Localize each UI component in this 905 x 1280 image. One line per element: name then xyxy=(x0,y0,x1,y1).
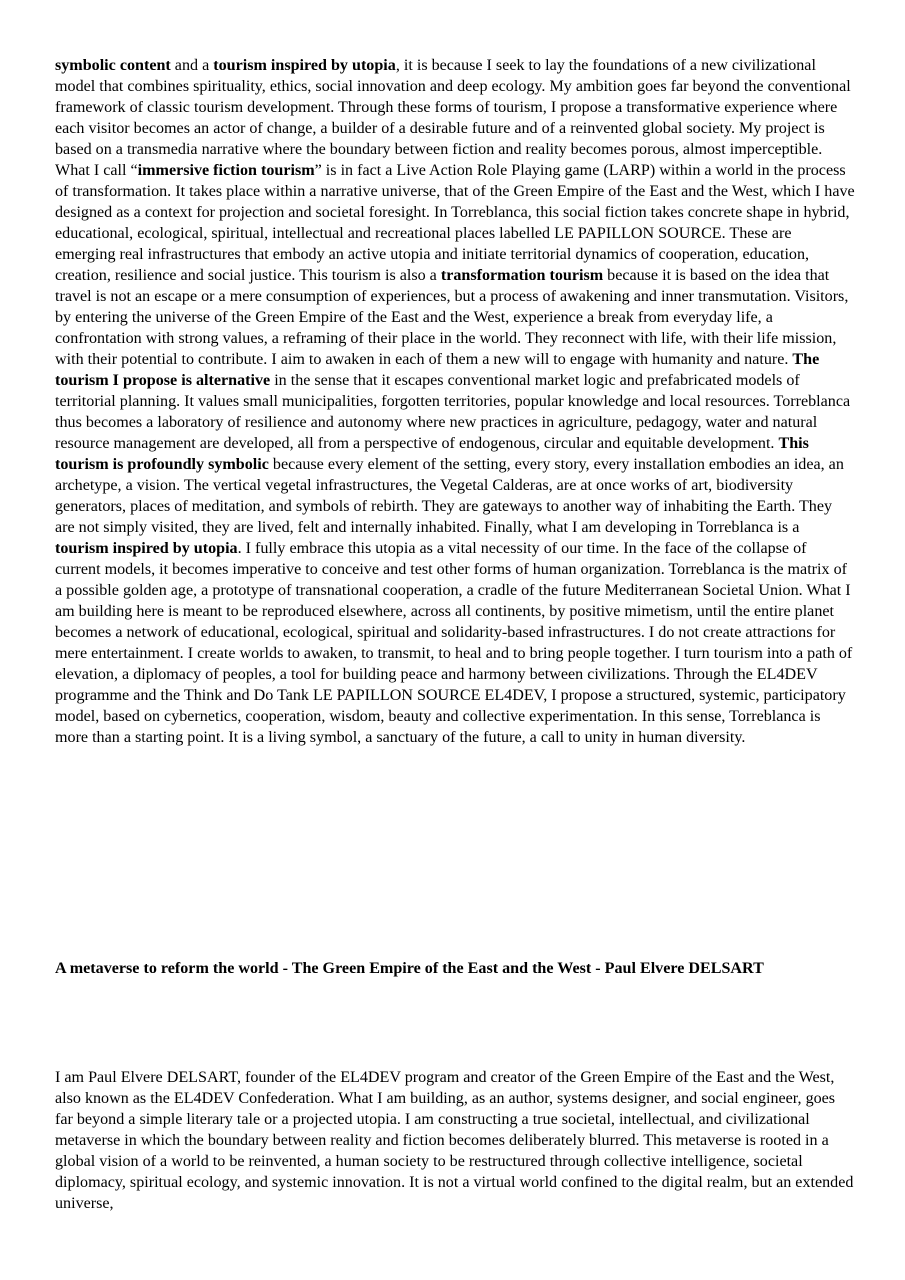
bold-phrase: This tourism is profoundly symbolic xyxy=(55,435,809,473)
paragraph-text: because it is based on the idea that travel is not an escape or a mere consumption of experiences, but a process of awakening and inner transmutation. Visitors, by entering the universe of the Green Empire of the East and the West, experience a break from everyday life, a confrontation with strong values, a reframing of their place in the world. They reconnect with life, with their life mission, with their potential to contribute. I aim to awaken in each of them a new will to engage with humanity and nature. xyxy=(55,267,849,368)
bold-phrase: The tourism I propose is alternative xyxy=(55,351,820,389)
paragraph-text: . I fully embrace this utopia as a vital necessity of our time. In the face of the collapse of current models, it becomes imperative to conceive and test other forms of human organization. Torreblanca is the matrix of a possible golden age, a prototype of transnational cooperation, a cradle of the future Mediterranean Societal Union. What I am building here is meant to be reproduced elsewhere, across all continents, by positive mimetism, until the entire planet becomes a network of educational, ecological, spiritual and solidarity-based infrastructures. I do not create attractions for mere entertainment. I create worlds to awaken, to transmit, to heal and to bring people together. I turn tourism into a path of elevation, a diplomacy of peoples, a tool for building peace and harmony between civilizations. Through the EL4DEV programme and the Think and Do Tank LE PAPILLON SOURCE EL4DEV, I propose a structured, systemic, participatory model, based on cybernetics, cooperation, wisdom, beauty and collective experimentation. In this sense, Torreblanca is more than a starting point. It is a living symbol, a sanctuary of the future, a call to unity in human diversity. xyxy=(55,540,853,746)
bold-phrase: tourism inspired by utopia xyxy=(55,540,238,557)
bold-phrase: transformation tourism xyxy=(440,267,604,284)
body-paragraph-tourism xyxy=(55,55,855,748)
paragraph-text: because every element of the setting, every story, every installation embodies an idea, an archetype, a vision. The vertical vegetal infrastructures, the Vegetal Calderas, are at once works of art, biodiversity generators, places of meditation, and symbols of rebirth. They are gateways to another way of inhabiting the Earth. They are not simply visited, they are lived, felt and internally inhabited. Finally, what I am developing in Torreblanca is a xyxy=(55,456,844,536)
paragraph-text: and a xyxy=(170,57,214,74)
body-paragraph-metaverse: I am Paul Elvere DELSART, founder of the EL4DEV program and creator of the Green Empire of the East and the West, also known as the EL4DEV Confederation. What I am building, as an author, systems designer, and social engineer, goes far beyond a simple literary tale or a projected utopia. I am constructing a true societal, intellectual, and civilizational metaverse in which the boundary between reality and fiction becomes deliberately blurred. This metaverse is rooted in a global vision of a world to be reinvented, a human society to be restructured through collective intelligence, societal diplomacy, spiritual ecology, and systemic innovation. It is not a virtual world confined to the digital realm, but an extended universe, xyxy=(55,1069,854,1212)
paragraph-text: ” is in fact a Live Action Role Playing game (LARP) within a world in the process of transformation. It takes place within a narrative universe, that of the Green Empire of the East and the West, which I have designed as a context for projection and societal foresight. In Torreblanca, this social fiction takes concrete shape in hybrid, educational, ecological, spiritual, intellectual and recreational places labelled LE PAPILLON SOURCE. These are emerging real infrastructures that embody an active utopia and initiate territorial dynamics of cooperation, education, creation, resilience and social justice. This tourism is also a xyxy=(55,162,855,284)
section-heading: A metaverse to reform the world - The Green Empire of the East and the West - Paul Elvere DELSART xyxy=(55,960,764,977)
bold-phrase: tourism inspired by utopia xyxy=(213,57,396,74)
paragraph-text: in the sense that it escapes conventional market logic and prefabricated models of territorial planning. It values small municipalities, forgotten territories, popular knowledge and local resources. Torreblanca thus becomes a laboratory of resilience and autonomy where new practices in agriculture, pedagogy, water and natural resource management are developed, all from a perspective of endogenous, circular and equitable development. xyxy=(55,372,851,452)
paragraph-text: , it is because I seek to lay the foundations of a new civilizational model that combines spirituality, ethics, social innovation and deep ecology. My ambition goes far beyond the conventional framework of classic tourism development. Through these forms of tourism, I propose a transformative experience where each visitor becomes an actor of change, a builder of a desirable future and of a reinvented global society. My project is based on a transmedia narrative where the boundary between fiction and reality becomes porous, almost imperceptible. What I call “ xyxy=(55,57,851,179)
bold-phrase: immersive fiction tourism xyxy=(137,162,315,179)
bold-phrase: symbolic content xyxy=(55,57,171,74)
